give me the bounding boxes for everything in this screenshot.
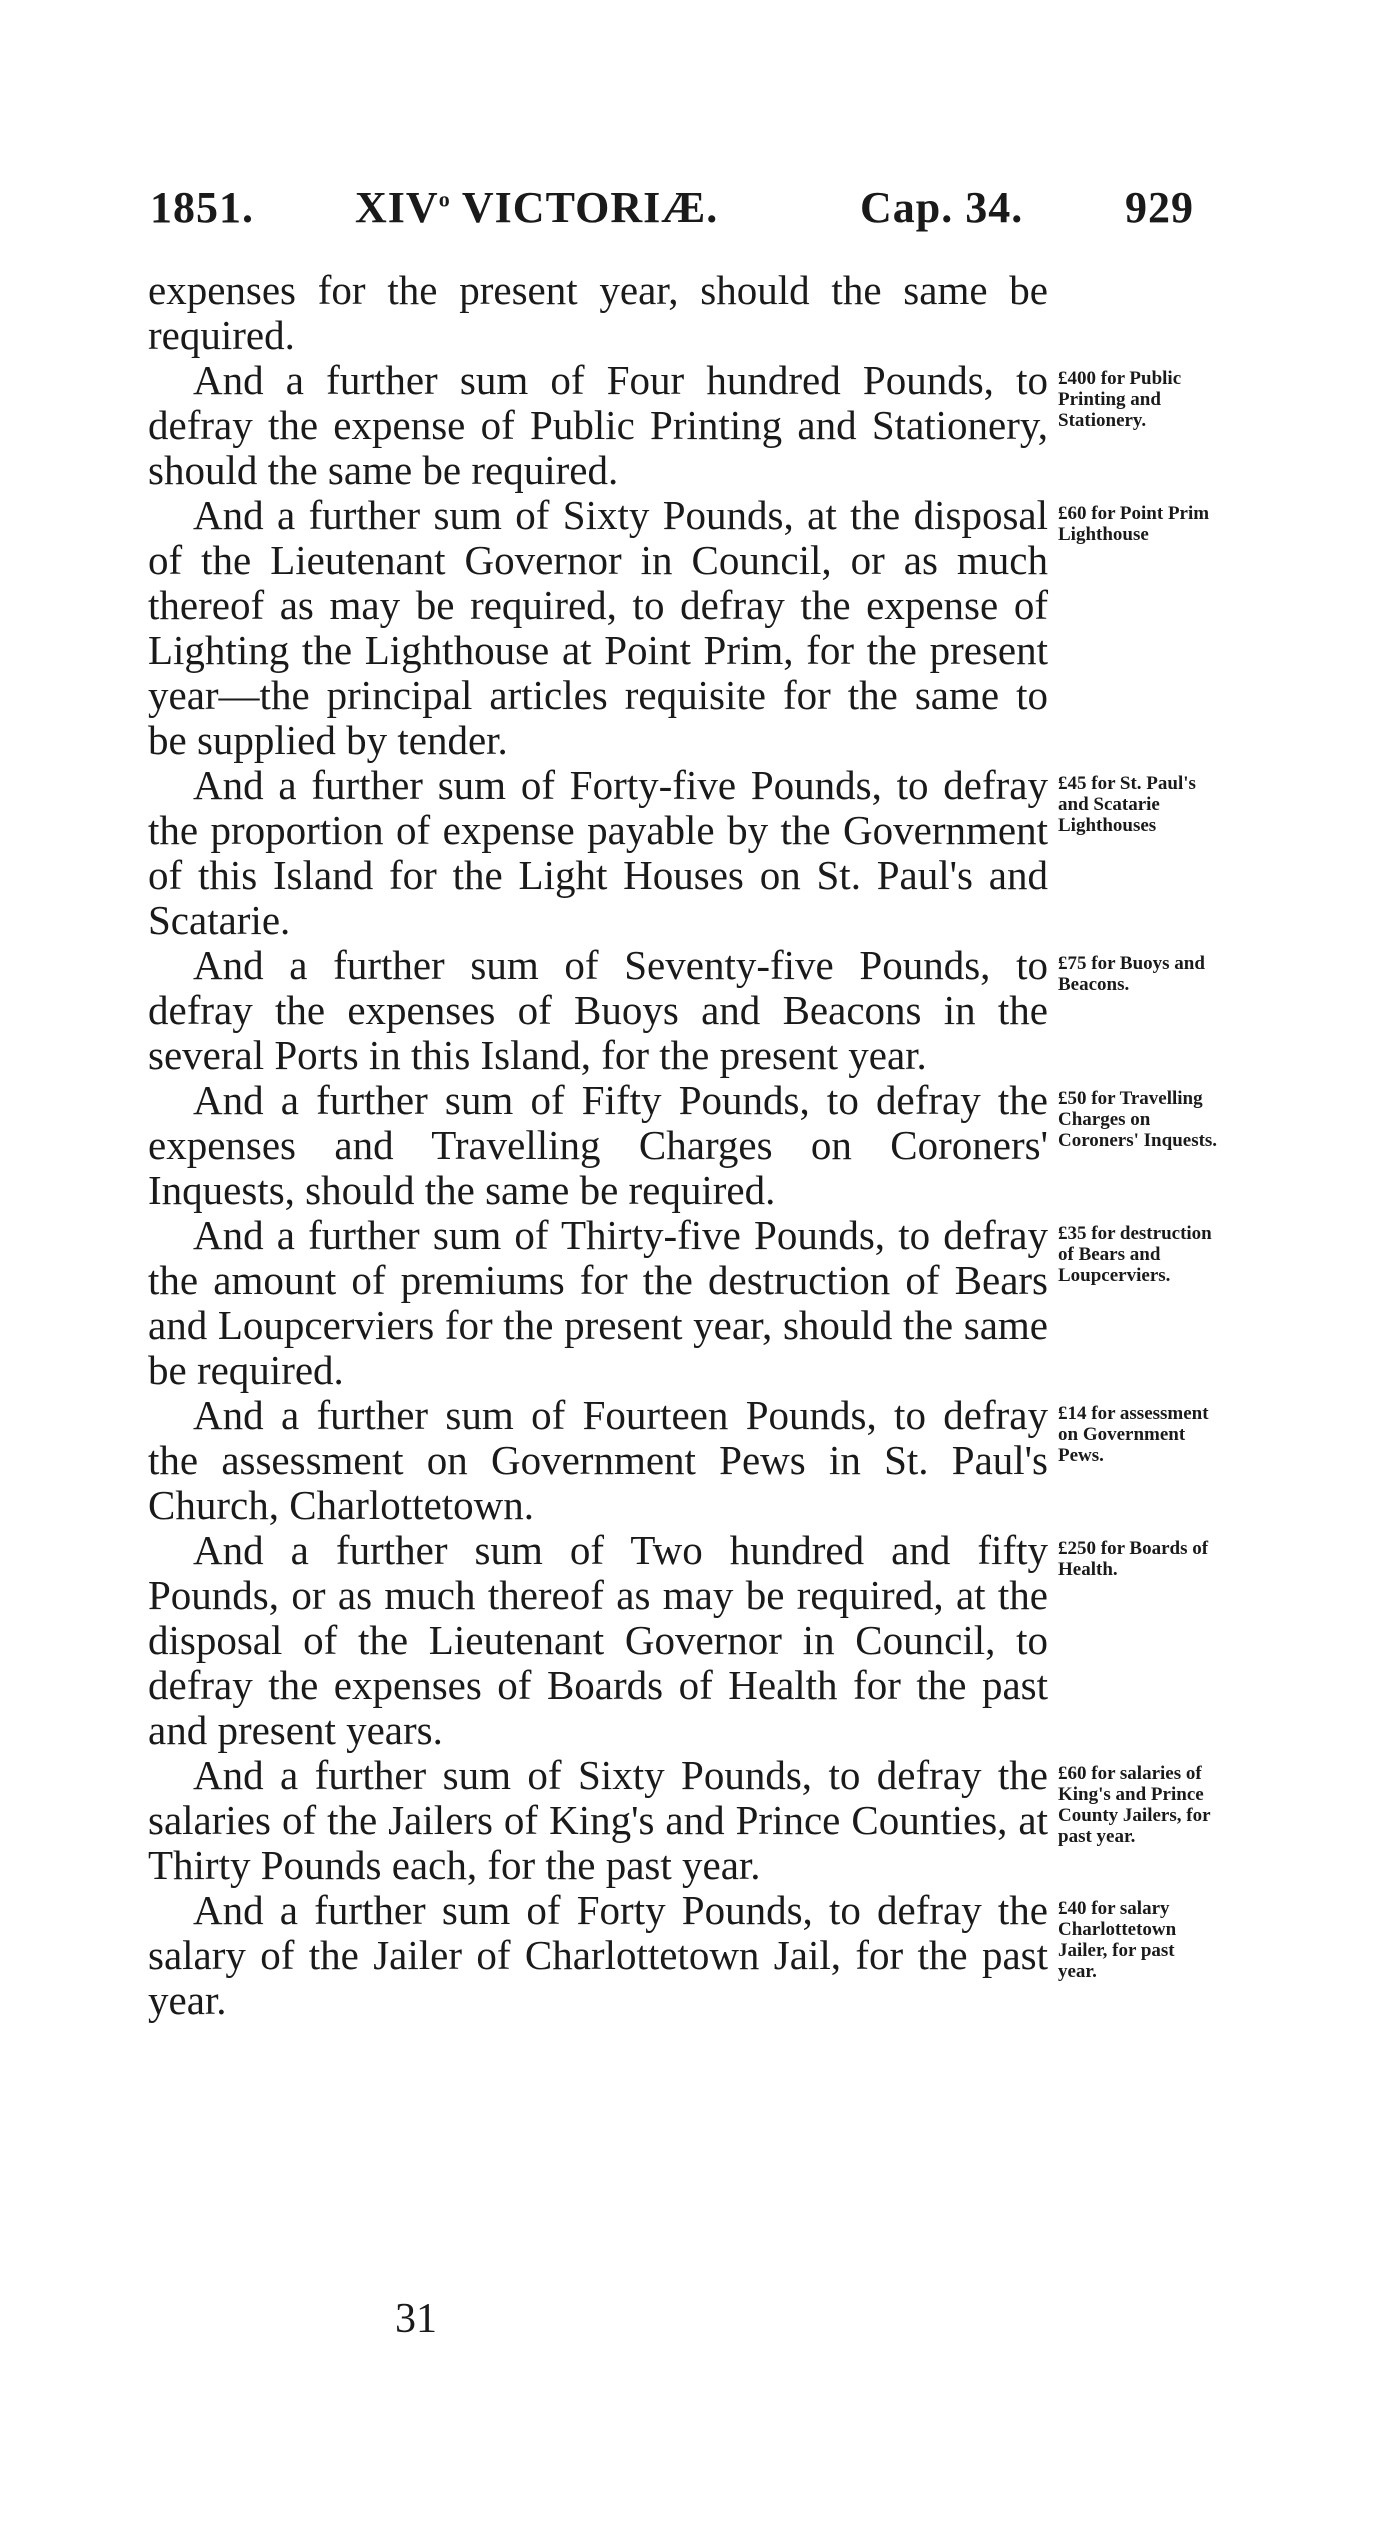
paragraph: And a further sum of Seventy-five Pounds, to defray the expenses of Buoys and Beacons in the several Ports in this Island, for the present year. £75 for Buoys and Beacons. bbox=[148, 943, 1048, 1078]
paragraph: And a further sum of Fourteen Pounds, to defray the assessment on Government Pews in St. Paul's Church, Charlottetown. £14 for assessment on Government Pews. bbox=[148, 1393, 1048, 1528]
paragraph: And a further sum of Sixty Pounds, at the disposal of the Lieutenant Governor in Council, or as much thereof as may be required, to defray the expense of Lighting the Lighthouse at Point Prim, for the present year—the principal articles requisite for the same to be supplied by tender. £60 for Point Prim Lighthouse bbox=[148, 493, 1048, 763]
paragraph: And a further sum of Fifty Pounds, to defray the expenses and Travelling Charges on Coroners' Inquests, should the same be required. £50 for Travelling Charges on Coroners' Inquests. bbox=[148, 1077, 1218, 1213]
signature-mark: 31 bbox=[395, 2296, 437, 2342]
page-number: 929 bbox=[1125, 183, 1194, 232]
margin-note: £400 for Public Printing and Stationery. bbox=[1058, 368, 1182, 431]
paragraph: And a further sum of Forty Pounds, to defray the salary of the Jailer of Charlottetown Jail, for the past year. £40 for salary Charlottetown Jailer, for past year. bbox=[148, 1888, 1048, 2023]
running-header bbox=[150, 182, 1250, 242]
header-reign: XIV$^o$ VICTORIÆ. bbox=[355, 183, 719, 232]
margin-note: £250 for Boards of Health. bbox=[1058, 1538, 1209, 1580]
paragraph: And a further sum of Two hundred and fifty Pounds, or as much thereof as may be required, at the disposal of the Lieutenant Governor in Council, to defray the expenses of Boards of Health for the past and present years. £250 for Boards of Health. bbox=[148, 1528, 1048, 1753]
body-text bbox=[148, 267, 1218, 2023]
margin-note: £45 for St. Paul's and Scatarie Lighthouses bbox=[1058, 773, 1196, 836]
header-chapter: Cap. 34. bbox=[860, 183, 1024, 232]
margin-note: £50 for Travelling Charges on Coroners' Inquests. bbox=[1058, 1088, 1218, 1151]
paragraph: And a further sum of Four hundred Pounds, to defray the expense of Public Printing and Stationery, should the same be required. £400 for Public Printing and Stationery. bbox=[148, 358, 1048, 493]
header-year: 1851. bbox=[150, 183, 254, 232]
margin-note: £14 for assessment on Government Pews. bbox=[1058, 1403, 1209, 1466]
margin-note: £75 for Buoys and Beacons. bbox=[1058, 953, 1205, 995]
margin-note: £60 for salaries of King's and Prince County Jailers, for past year. bbox=[1058, 1763, 1211, 1847]
margin-note: £35 for destruction of Bears and Loupcerviers. bbox=[1058, 1223, 1212, 1286]
margin-note: £40 for salary Charlottetown Jailer, for past year. bbox=[1058, 1898, 1177, 1982]
paragraph: And a further sum of Forty-five Pounds, to defray the proportion of expense payable by the Government of this Island for the Light Houses on St. Paul's and Scatarie. £45 for St. Paul's and Scatarie Lighthouses bbox=[148, 763, 1048, 943]
paragraph: expenses for the present year, should the same be required. bbox=[148, 267, 1048, 358]
margin-note: £60 for Point Prim Lighthouse bbox=[1058, 503, 1210, 545]
paragraph: And a further sum of Thirty-five Pounds, to defray the amount of premiums for the destruction of Bears and Loupcerviers for the present year, should the same be required. £35 for destruction of Bears and Loupcerviers. bbox=[148, 1213, 1048, 1393]
paragraph: And a further sum of Sixty Pounds, to defray the salaries of the Jailers of King's and Prince Counties, at Thirty Pounds each, for the past year. £60 for salaries of King's and Prince County Jailers, for past year. bbox=[148, 1753, 1048, 1888]
